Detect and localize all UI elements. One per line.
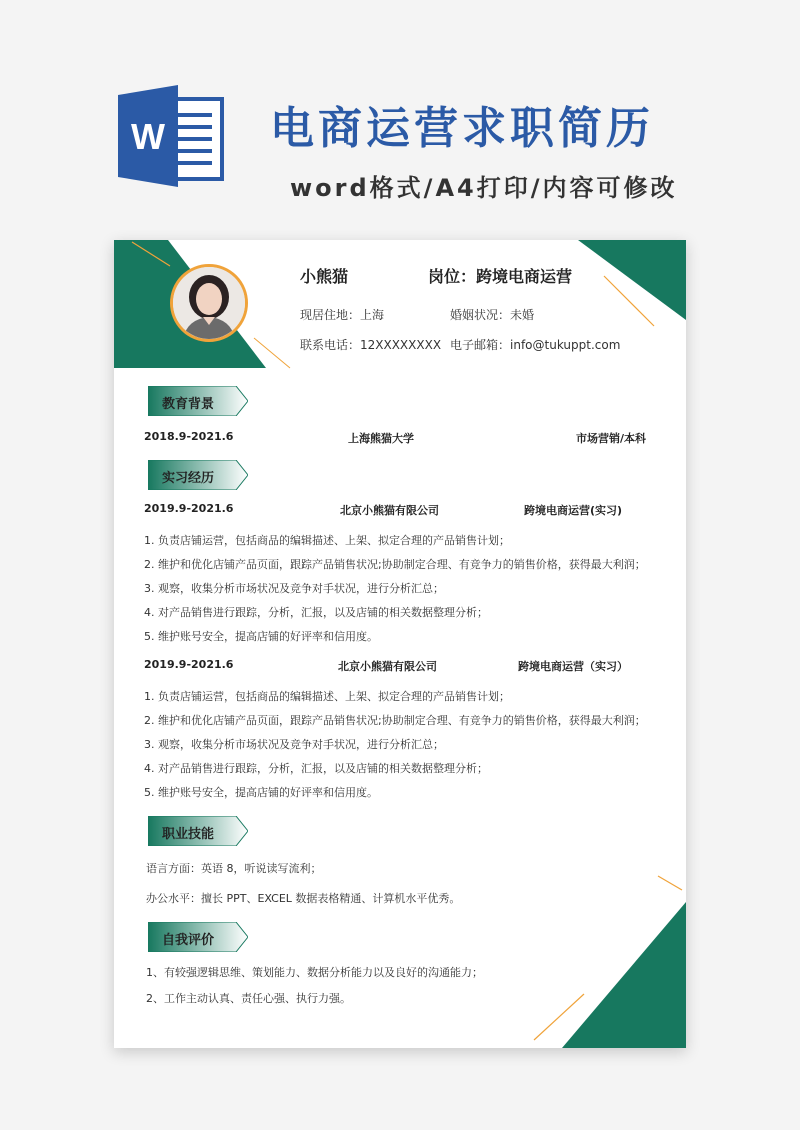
- job-role: 跨境电商运营(实习): [524, 504, 623, 517]
- word-document-icon: [118, 85, 226, 187]
- job-company: 北京小熊猫有限公司: [340, 504, 439, 517]
- education-school: 上海熊猫大学: [348, 432, 414, 445]
- banner: [0, 0, 800, 240]
- job-duty: 5. 维护账号安全，提高店铺的好评率和信用度。: [144, 786, 378, 799]
- skill-item: 语言方面：英语 8，听说读写流利；: [146, 862, 322, 875]
- email-info: 电子邮箱：info@tukuppt.com: [450, 338, 621, 352]
- candidate-name: 小熊猫: [300, 267, 349, 286]
- section-title: 职业技能: [162, 827, 215, 842]
- section-heading-education: [148, 386, 248, 416]
- skill-item: 办公水平：擅长 PPT、EXCEL 数据表格精通、计算机水平优秀。: [146, 892, 461, 905]
- section-heading-self-evaluation: [148, 922, 248, 952]
- job-duty: 2. 维护和优化店铺产品页面，跟踪产品销售状况;协助制定合理、有竞争力的销售价格，获得最大利润；: [144, 558, 646, 571]
- page-subtitle: word格式/A4打印/内容可修改: [290, 174, 678, 202]
- job-duty: 4. 对产品销售进行跟踪，分析，汇报，以及店铺的相关数据整理分析；: [144, 606, 488, 619]
- avatar: [170, 264, 248, 342]
- job-period: 2019.9-2021.6: [144, 502, 234, 515]
- job-duty: 5. 维护账号安全，提高店铺的好评率和信用度。: [144, 630, 378, 643]
- section-heading-internship: [148, 460, 248, 490]
- section-heading-skills: [148, 816, 248, 846]
- resume-page: [114, 240, 686, 1048]
- section-title: 实习经历: [162, 471, 215, 486]
- page-title: 电商运营求职简历: [270, 103, 654, 154]
- section-title: 教育背景: [162, 397, 215, 412]
- job-duty: 3. 观察，收集分析市场状况及竞争对手状况，进行分析汇总；: [144, 582, 444, 595]
- section-title: 自我评价: [162, 933, 215, 948]
- education-major: 市场营销/本科: [576, 432, 647, 445]
- education-period: 2018.9-2021.6: [144, 430, 234, 443]
- self-evaluation-item: 2、工作主动认真、责任心强、执行力强。: [146, 992, 351, 1005]
- target-position: 岗位：跨境电商运营: [428, 267, 573, 286]
- job-duty: 1. 负责店铺运营，包括商品的编辑描述、上架、拟定合理的产品销售计划；: [144, 534, 510, 547]
- job-duty: 2. 维护和优化店铺产品页面，跟踪产品销售状况;协助制定合理、有竞争力的销售价格，获得最大利润；: [144, 714, 646, 727]
- word-icon-letter: W: [131, 116, 165, 157]
- self-evaluation-item: 1、有较强逻辑思维、策划能力、数据分析能力以及良好的沟通能力；: [146, 966, 483, 979]
- phone-info: 联系电话：12XXXXXXXX: [300, 338, 442, 352]
- job-period: 2019.9-2021.6: [144, 658, 234, 671]
- job-duty: 3. 观察，收集分析市场状况及竞争对手状况，进行分析汇总；: [144, 738, 444, 751]
- job-company: 北京小熊猫有限公司: [338, 660, 437, 673]
- job-duty: 4. 对产品销售进行跟踪，分析，汇报，以及店铺的相关数据整理分析；: [144, 762, 488, 775]
- marital-info: 婚姻状况：未婚: [450, 308, 535, 322]
- residence-info: 现居住地：上海: [300, 308, 385, 322]
- job-duty: 1. 负责店铺运营，包括商品的编辑描述、上架、拟定合理的产品销售计划；: [144, 690, 510, 703]
- job-role: 跨境电商运营（实习）: [518, 660, 628, 673]
